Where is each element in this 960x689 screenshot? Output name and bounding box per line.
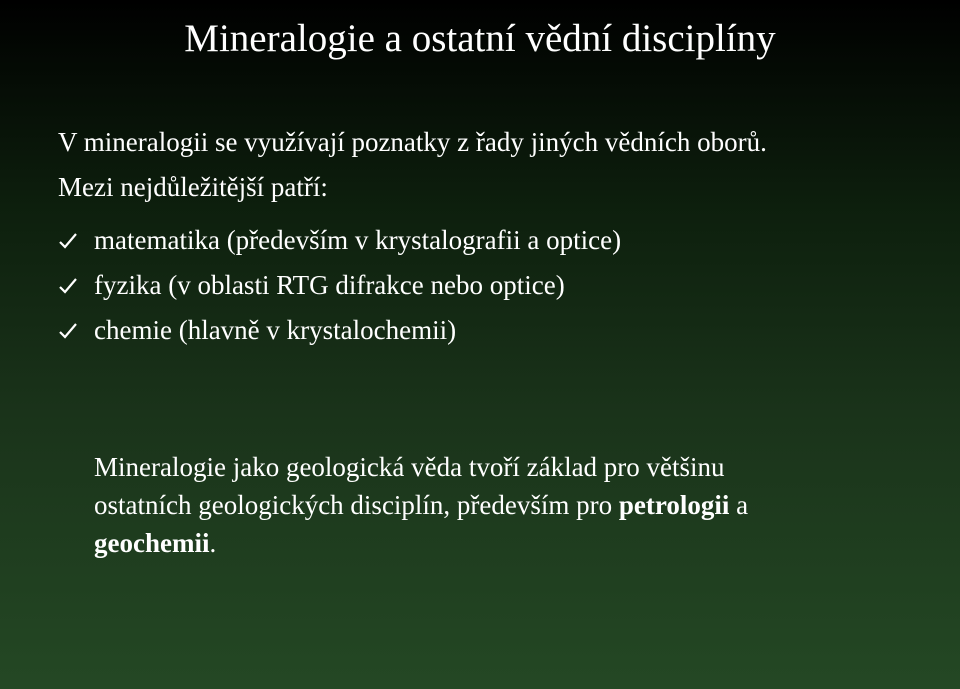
checklist-item-label: fyzika (v oblasti RTG difrakce nebo optice) xyxy=(94,270,565,300)
checkmark-icon xyxy=(58,231,94,251)
checklist-item-chemistry xyxy=(58,308,621,353)
summary-paragraph xyxy=(94,448,894,562)
slide-title: Mineralogie a ostatní vědní disciplíny xyxy=(184,17,776,60)
summary-line-2 xyxy=(94,486,894,524)
intro-line-2: Mezi nejdůležitější patří: xyxy=(58,172,328,202)
summary-end: . xyxy=(209,528,217,558)
summary-bold-petrology: petrologii xyxy=(618,490,730,520)
summary-bold-geochemistry: geochemii xyxy=(94,528,210,558)
checklist-item-physics xyxy=(58,263,621,308)
summary-line-1: Mineralogie jako geologická věda tvoří základ pro většinu xyxy=(94,452,725,482)
discipline-checklist xyxy=(58,218,621,353)
summary-joiner: a xyxy=(729,490,749,520)
checklist-item-mathematics xyxy=(58,218,621,263)
checkmark-icon xyxy=(58,321,94,341)
summary-line-2-text: ostatních geologických disciplín, především pro xyxy=(94,490,619,520)
checklist-item-label: chemie (hlavně v krystalochemii) xyxy=(94,315,457,345)
intro-line-1: V mineralogii se využívají poznatky z řady jiných vědních oborů. xyxy=(58,127,767,157)
summary-line-3 xyxy=(94,524,894,562)
checklist-item-label: matematika (především v krystalografii a optice) xyxy=(94,225,622,255)
checkmark-icon xyxy=(58,276,94,296)
